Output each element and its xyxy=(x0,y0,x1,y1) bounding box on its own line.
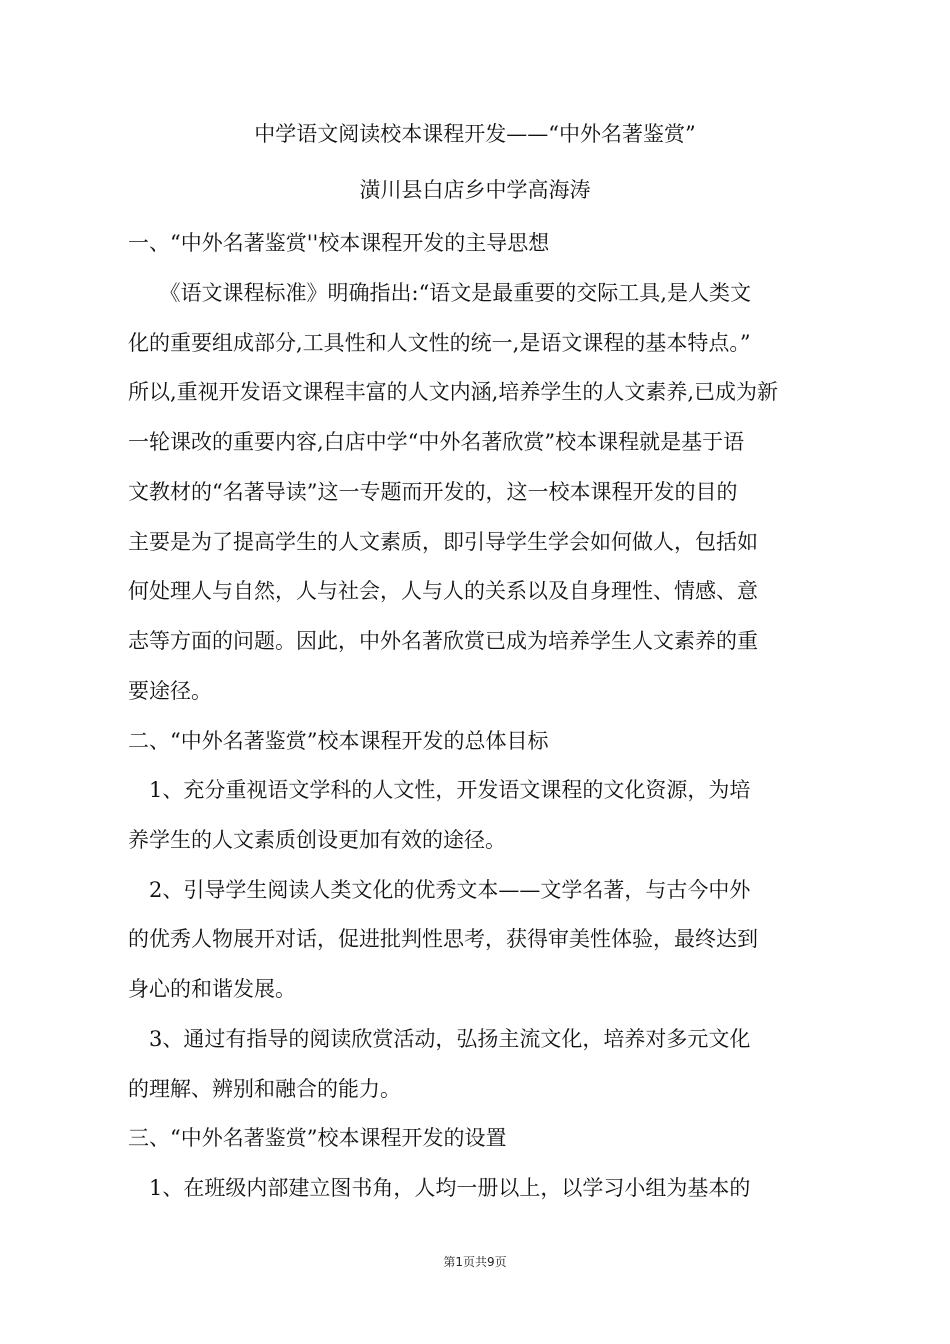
body-line: 化的重要组成部分,工具性和人文性的统一,是语文课程的基本特点。” xyxy=(128,331,751,355)
body-line: 《语文课程标准》明确指出:“语文是最重要的交际工具,是人类文 xyxy=(128,281,751,305)
body-line: 志等方面的问题。因此，中外名著欣赏已成为培养学生人文素养的重 xyxy=(128,629,758,653)
body-line: 1、充分重视语文学科的人文性，开发语文课程的文化资源，为培 xyxy=(128,778,751,802)
section-heading-2: 二、“中外名著鉴赏”校本课程开发的总体目标 xyxy=(128,729,549,753)
section-heading-3: 三、“中外名著鉴赏”校本课程开发的设置 xyxy=(128,1126,507,1150)
body-line: 主要是为了提高学生的人文素质，即引导学生学会如何做人，包括如 xyxy=(128,530,758,554)
body-line: 所以,重视开发语文课程丰富的人文内涵,培养学生的人文素养,已成为新 xyxy=(128,380,779,404)
document-author: 潢川县白店乡中学高海涛 xyxy=(359,178,591,202)
body-line: 3、通过有指导的阅读欣赏活动，弘扬主流文化，培养对多元文化 xyxy=(128,1027,751,1051)
body-line: 1、在班级内部建立图书角，人均一册以上，以学习小组为基本的 xyxy=(128,1176,751,1200)
body-line: 身心的和谐发展。 xyxy=(128,977,296,1001)
body-line: 的优秀人物展开对话，促进批判性思考，获得审美性体验，最终达到 xyxy=(128,927,758,951)
document-title: 中学语文阅读校本课程开发——“中外名著鉴赏” xyxy=(254,122,696,146)
body-line: 的理解、辨别和融合的能力。 xyxy=(128,1077,401,1101)
page-number-footer: 第1页共9页 xyxy=(443,1255,507,1269)
section-heading-1: 一、“中外名著鉴赏''校本课程开发的主导思想 xyxy=(128,231,550,255)
body-line: 养学生的人文素质创设更加有效的途径。 xyxy=(128,828,506,852)
body-line: 要途径。 xyxy=(128,679,212,703)
body-line: 一轮课改的重要内容,白店中学“中外名著欣赏”校本课程就是基于语 xyxy=(128,430,745,454)
body-line: 何处理人与自然，人与社会，人与人的关系以及自身理性、情感、意 xyxy=(128,579,758,603)
body-line: 2、引导学生阅读人类文化的优秀文本——文学名著，与古今中外 xyxy=(128,878,751,902)
body-line: 文教材的“名著导读”这一专题而开发的，这一校本课程开发的目的 xyxy=(128,480,738,504)
